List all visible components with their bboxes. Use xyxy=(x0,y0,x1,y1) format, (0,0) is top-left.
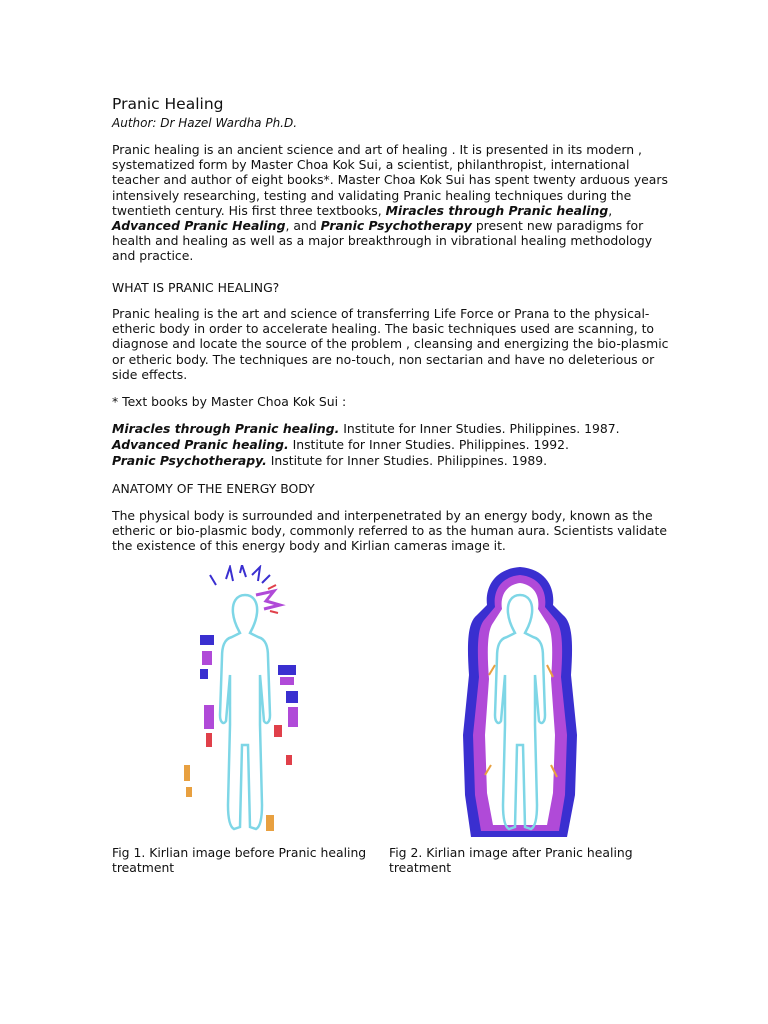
section-heading-anatomy: ANATOMY OF THE ENERGY BODY xyxy=(112,481,315,496)
intro-book1: Miracles through Pranic healing xyxy=(385,202,609,218)
reference-details: Institute for Inner Studies. Philippines. 1987. xyxy=(339,421,620,436)
reference-item xyxy=(112,453,547,469)
intro-book3: Pranic Psychotherapy xyxy=(320,218,472,234)
intro-book2: Advanced Pranic Healing xyxy=(112,218,286,234)
author-line: Author: Dr Hazel Wardha Ph.D. xyxy=(112,116,298,130)
section-heading-what-is: WHAT IS PRANIC HEALING? xyxy=(112,280,280,295)
section1-paragraph: Pranic healing is the art and science of transferring Life Force or Prana to the physical-etheric body in order to accelerate healing. The basic techniques used are scanning, to diagnose and locate the source of the problem , cleansing and energizing the bio-plasmic or etheric body. The techniques are no-touch, non sectarian and have no deleterious or side effects. xyxy=(112,306,669,382)
reference-details: Institute for Inner Studies. Philippines. 1992. xyxy=(288,437,569,452)
body-outline xyxy=(220,595,270,829)
page-title: Pranic Healing xyxy=(112,95,224,113)
intro-text-a: Pranic healing is an ancient science and art of healing . It is presented in its modern , systematized form by Master Choa Kok Sui, a scientist, philanthropist, international teacher and author of eight books*. Master Choa Kok Sui has spent twenty arduous years intensively researching, testing and validating Pranic healing techniques during the twentieth century. His first three textbooks, xyxy=(112,142,668,218)
section2-paragraph: The physical body is surrounded and interpenetrated by an energy body, known as the etheric or bio-plasmic body, commonly referred to as the human aura. Scientists validate the existence of this energy body and Kirlian cameras image it. xyxy=(112,508,667,554)
reference-title: Miracles through Pranic healing. xyxy=(112,421,340,436)
textbooks-note: * Text books by Master Choa Kok Sui : xyxy=(112,394,347,409)
reference-item xyxy=(112,437,569,453)
reference-title: Advanced Pranic healing. xyxy=(112,437,289,452)
kirlian-figure-before xyxy=(170,565,320,840)
intro-sep1: , xyxy=(608,202,613,218)
reference-details: Institute for Inner Studies. Philippines. 1989. xyxy=(266,453,548,468)
intro-sep2: , and xyxy=(285,218,321,234)
kirlian-figure-after xyxy=(455,565,585,840)
figure-caption-2: Fig 2. Kirlian image after Pranic healing treatment xyxy=(389,845,633,876)
intro-text-b: present new paradigms for health and healing as well as a major breakthrough in vibrational healing methodology and practice. xyxy=(112,218,653,264)
intro-paragraph xyxy=(112,142,672,264)
reference-title: Pranic Psychotherapy. xyxy=(112,453,267,468)
figure-caption-1: Fig 1. Kirlian image before Pranic healing treatment xyxy=(112,845,367,876)
reference-item xyxy=(112,421,620,437)
